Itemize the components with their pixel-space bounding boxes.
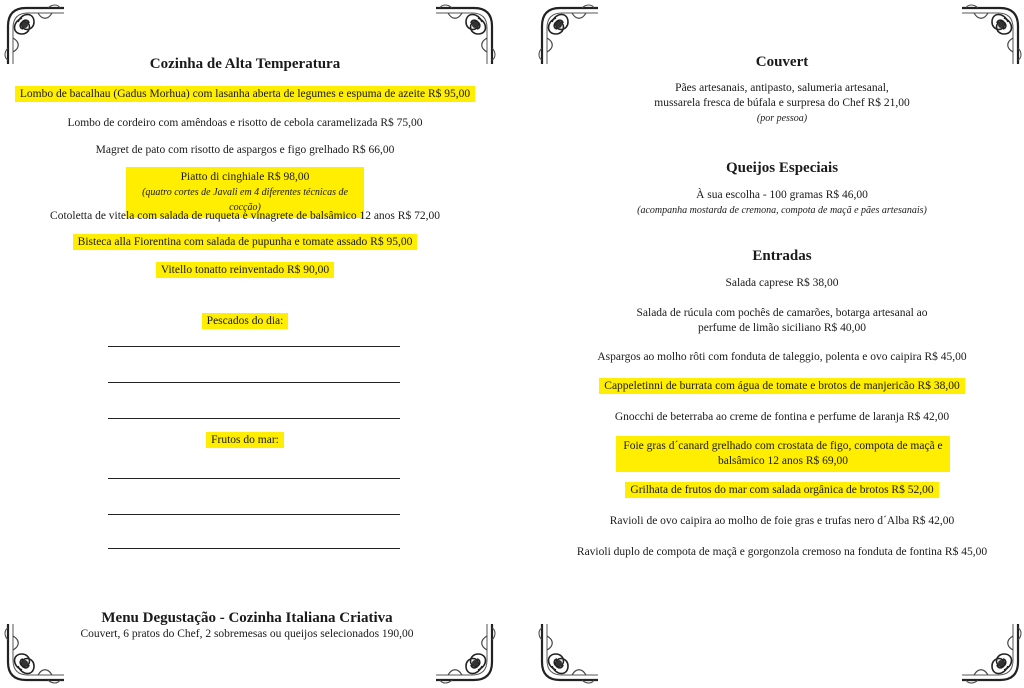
tasting-menu-title: Menu Degustação - Cozinha Italiana Criativa xyxy=(101,610,393,626)
menu-item: Bisteca alla Fiorentina com salada de pupunha e tomate assado R$ 95,00 xyxy=(0,236,490,248)
corner-ornament-icon xyxy=(538,620,602,684)
blank-line xyxy=(108,548,400,549)
blank-line xyxy=(108,418,400,419)
menu-item: Salada caprese R$ 38,00 xyxy=(725,277,839,289)
couvert-title: Couvert xyxy=(755,54,809,70)
menu-item: Vitello tonatto reinventado R$ 90,00 xyxy=(0,264,490,276)
menu-item: Aspargos ao molho rôti com fonduta de taleggio, polenta e ovo caipira R$ 45,00 xyxy=(597,351,967,363)
frutos-label: Frutos do mar: xyxy=(0,434,490,446)
blank-line xyxy=(108,478,400,479)
menu-item: Lombo de bacalhau (Gadus Morhua) com lasanha aberta de legumes e espuma de azeite R$ 95,00 xyxy=(0,88,490,100)
menu-item: Gnocchi de beterraba ao creme de fontina e perfume de laranja R$ 42,00 xyxy=(614,411,950,423)
section-title: Cozinha de Alta Temperatura xyxy=(149,56,341,72)
menu-item-highlight: Cappeletinni de burrata com água de tomate e brotos de manjericão R$ 38,00 xyxy=(524,380,1024,392)
page-gutter xyxy=(500,0,524,688)
pescados-label: Pescados do dia: xyxy=(0,315,490,327)
menu-item: Cotoletta de vitela com salada de ruqueta e vinagrete de balsâmico 12 anos R$ 72,00 xyxy=(50,210,440,222)
menu-item: Salada de rúcula com pochês de camarões, botarga artesanal ao perfume de limão siciliano R$ 40,00 xyxy=(636,307,928,334)
queijos-title: Queijos Especiais xyxy=(725,160,839,176)
blank-line xyxy=(108,346,400,347)
menu-item: Ravioli de ovo caipira ao molho de foie gras e trufas nero d´Alba R$ 42,00 xyxy=(609,515,955,527)
entradas-title: Entradas xyxy=(752,248,812,264)
blank-line xyxy=(108,514,400,515)
left-page xyxy=(0,0,500,688)
menu-item: Magret de pato com risotto de aspargos e figo grelhado R$ 66,00 xyxy=(95,144,395,156)
menu-item-highlight: Grilhata de frutos do mar com salada orgânica de brotos R$ 52,00 xyxy=(524,484,1024,496)
menu-item-highlight: Foie gras d´canard grelhado com crostata de figo, compota de maçã e balsâmico 12 anos R$ 69,00 xyxy=(616,436,950,472)
menu-item-highlight: Piatto di cinghiale R$ 98,00 (quatro cortes de Javali em 4 diferentes técnicas de cocção) xyxy=(126,167,364,218)
couvert-desc: Pães artesanais, antipasto, salumeria artesanal, mussarela fresca de búfala e surpresa do Chef R$ 21,00 (por pessoa) xyxy=(654,82,910,124)
menu-item: Lombo de cordeiro com amêndoas e risotto de cebola caramelizada R$ 75,00 xyxy=(67,117,423,129)
menu-item: Ravioli duplo de compota de maçã e gorgonzola cremoso na fonduta de fontina R$ 45,00 xyxy=(576,546,988,558)
queijos-desc: À sua escolha - 100 gramas R$ 46,00 (acompanha mostarda de cremona, compota de maçã e pães artesanais) xyxy=(637,189,927,216)
blank-line xyxy=(108,382,400,383)
corner-ornament-icon xyxy=(958,620,1022,684)
right-page xyxy=(524,0,1024,688)
tasting-menu-desc: Couvert, 6 pratos do Chef, 2 sobremesas ou queijos selecionados 190,00 xyxy=(80,628,414,640)
